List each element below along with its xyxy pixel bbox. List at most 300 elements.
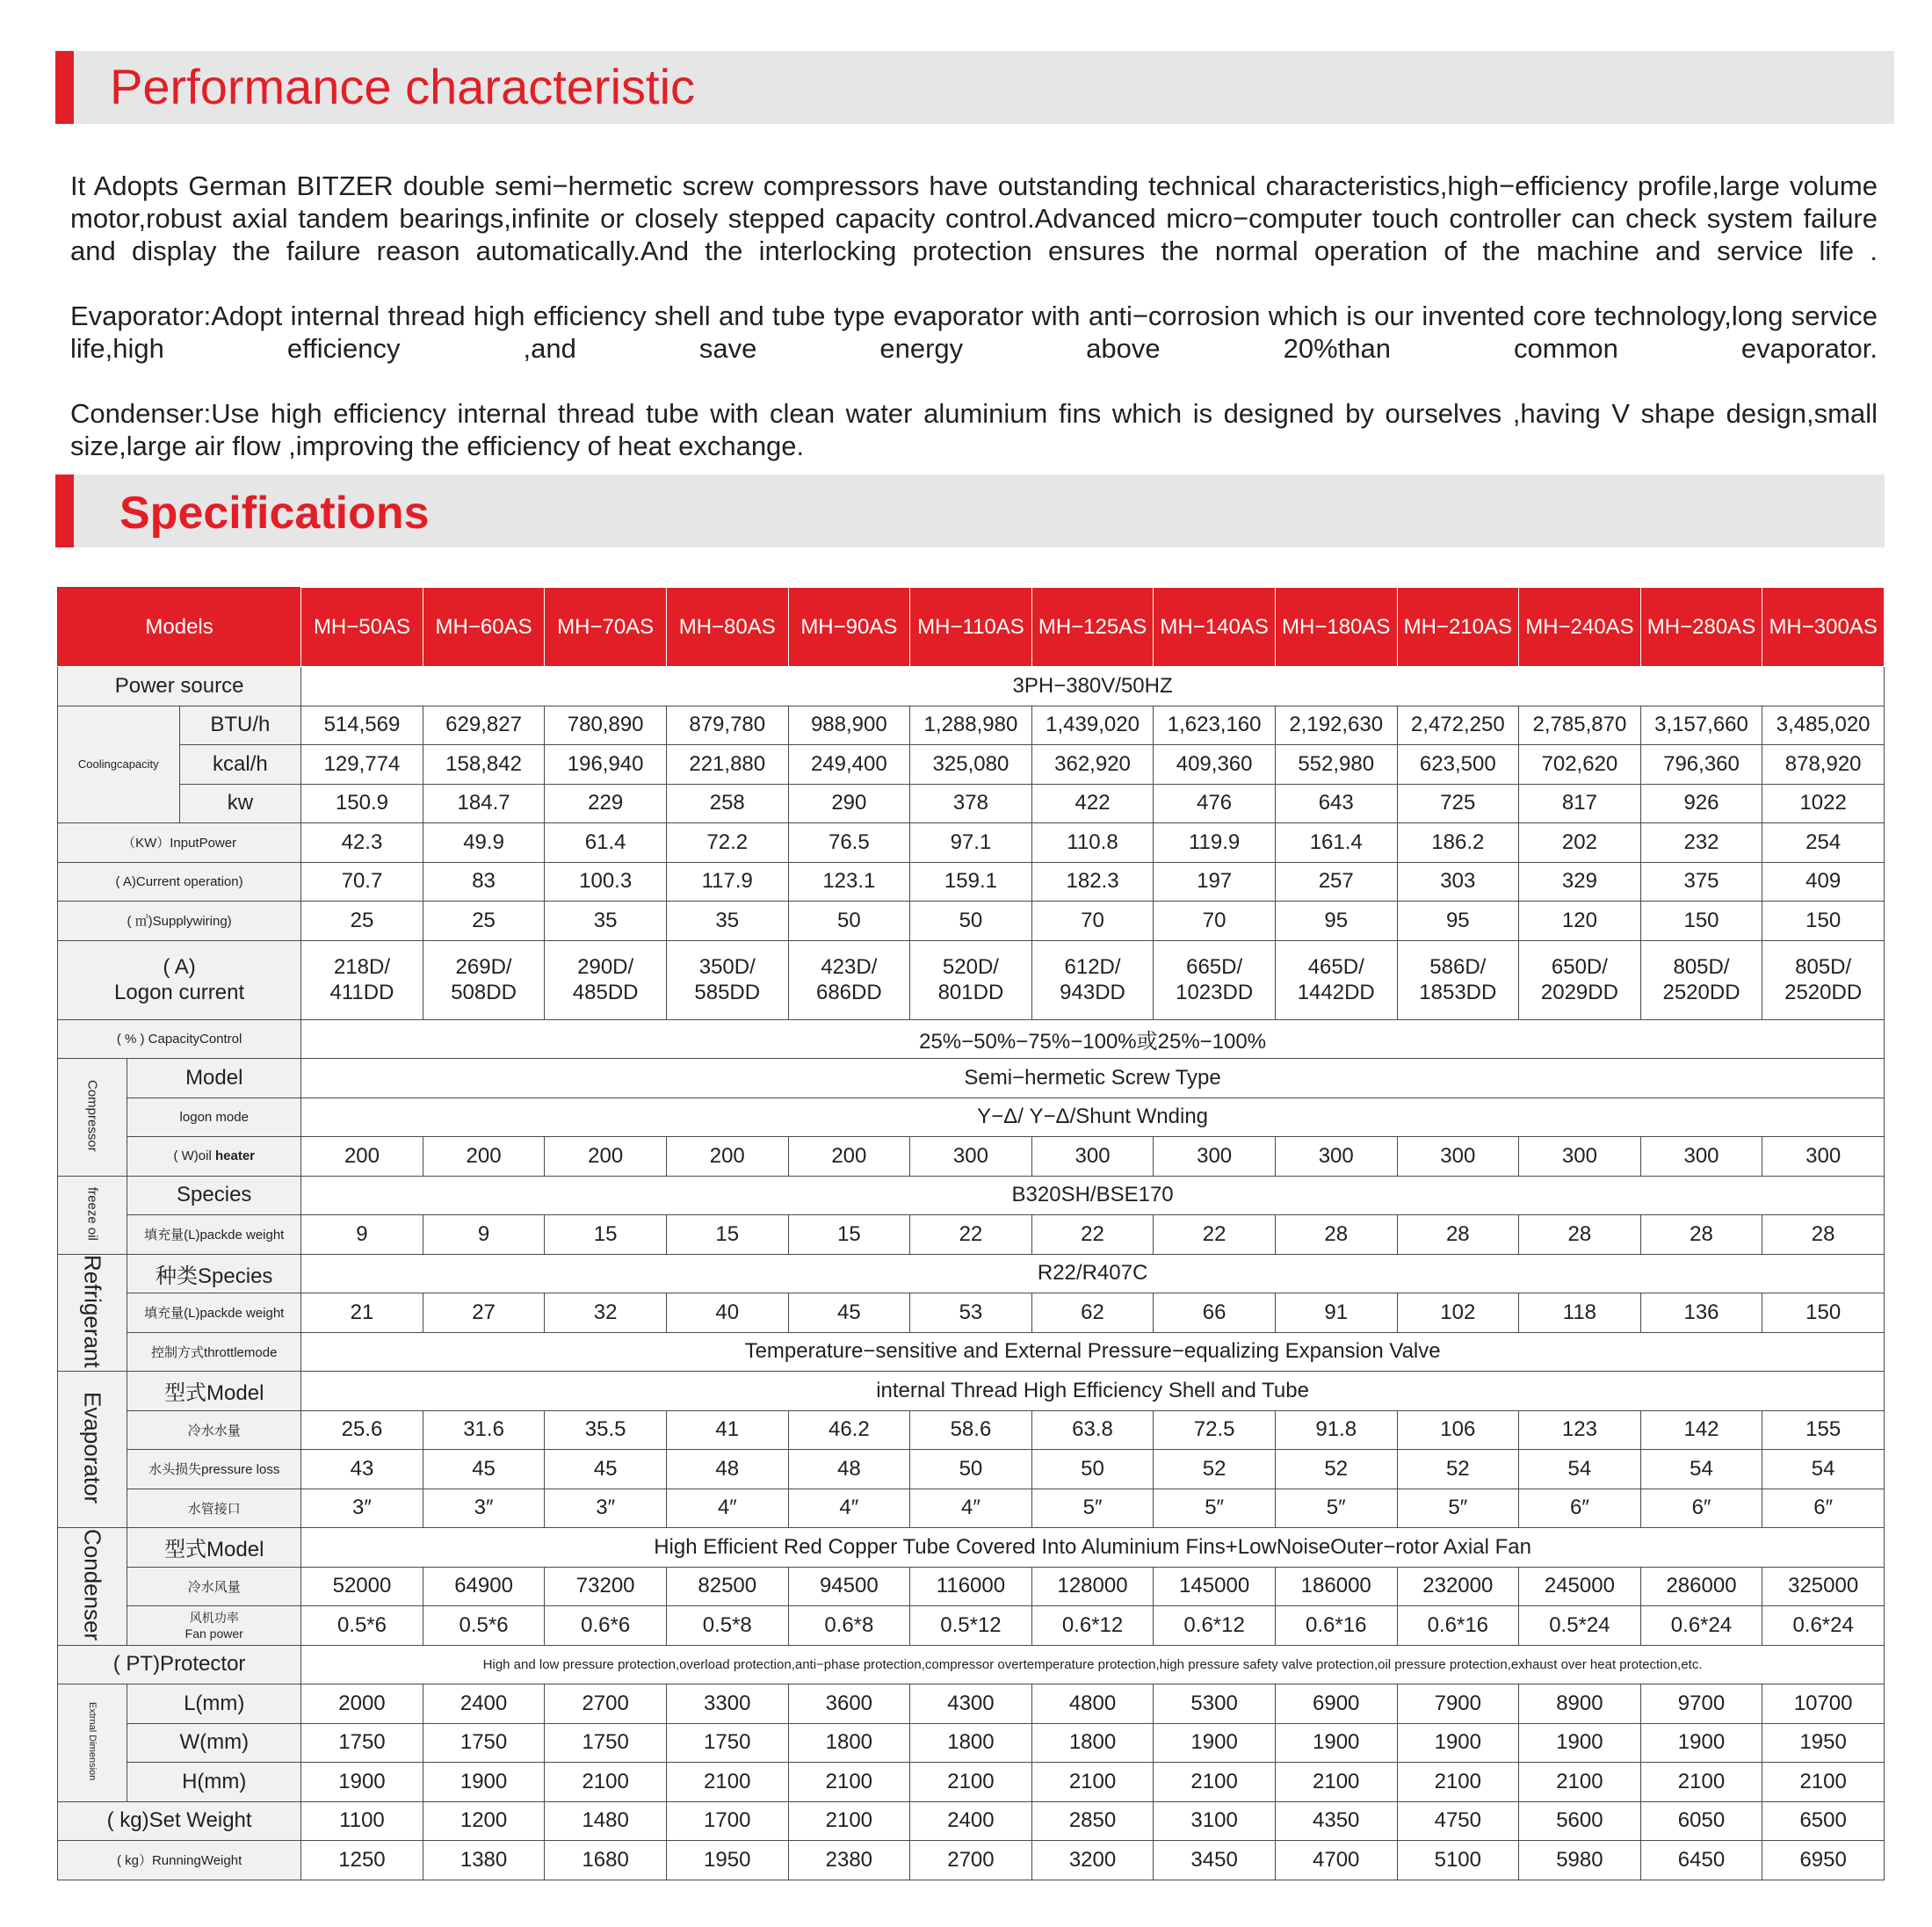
value-cell: 4″	[666, 1489, 788, 1528]
value-cell: 197	[1154, 862, 1276, 902]
value-cell: 780,890	[545, 706, 667, 745]
value-cell: 155	[1762, 1410, 1885, 1450]
value-cell: 5100	[1397, 1841, 1519, 1880]
row-label: logon mode	[127, 1098, 301, 1137]
value-cell: 325000	[1762, 1567, 1885, 1606]
value-cell: 2100	[666, 1763, 788, 1802]
value-cell: 1900	[1397, 1723, 1519, 1763]
value-cell: 52000	[301, 1567, 423, 1606]
value-cell: 2700	[910, 1841, 1032, 1880]
value-cell: 0.5*24	[1519, 1606, 1641, 1646]
value-cell: 229	[545, 784, 667, 823]
value-cell: 3300	[666, 1684, 788, 1724]
dimension-l-row	[58, 1684, 1885, 1724]
value-cell: 0.5*12	[910, 1606, 1032, 1646]
value-cell: 249,400	[788, 745, 910, 785]
value-cell: 54	[1762, 1450, 1885, 1489]
value-cell: 1,439,020	[1031, 706, 1154, 745]
value-cell: 123.1	[788, 862, 910, 902]
value-cell: 1900	[1640, 1723, 1762, 1763]
value-cell: 15	[545, 1215, 667, 1255]
value-cell: 200	[423, 1137, 545, 1177]
capacity-control-row	[58, 1019, 1885, 1059]
value-cell: 1800	[788, 1723, 910, 1763]
logon-current-label: Logon current	[114, 981, 245, 1004]
row-label: 种类Species	[127, 1254, 301, 1293]
value-cell: 586D/ 1853DD	[1397, 940, 1519, 1019]
value-cell: 643	[1275, 784, 1397, 823]
value-cell: 186000	[1275, 1567, 1397, 1606]
value-cell: 6900	[1275, 1684, 1397, 1724]
value-cell: 35	[545, 902, 667, 941]
value-cell: 10700	[1762, 1684, 1885, 1724]
logon-current-row	[58, 940, 1885, 1019]
value-cell: 58.6	[910, 1410, 1032, 1450]
refrigerant-species-value: R22/R407C	[301, 1254, 1885, 1293]
value-cell: 1750	[301, 1723, 423, 1763]
value-cell: 6450	[1640, 1841, 1762, 1880]
value-cell: 221,880	[666, 745, 788, 785]
row-label: ( ㎡)Supplywiring)	[58, 902, 301, 941]
value-cell: 423D/ 686DD	[788, 940, 910, 1019]
intro-paragraph-evaporator: Evaporator:Adopt internal thread high efficiency shell and tube type evaporator with anti−corrosion which is our invented core technology,long service life,high efficiency ,and save energy above 20%than common evaporator.	[70, 301, 1878, 364]
value-cell: 232000	[1397, 1567, 1519, 1606]
value-cell: 117.9	[666, 862, 788, 902]
value-cell: 91	[1275, 1293, 1397, 1333]
value-cell: 1100	[301, 1801, 423, 1841]
value-cell: 150.9	[301, 784, 423, 823]
value-cell: 52	[1397, 1450, 1519, 1489]
performance-title: Performance characteristic	[110, 59, 696, 114]
model-header: MH−80AS	[666, 588, 788, 667]
value-cell: 3100	[1154, 1801, 1276, 1841]
value-cell: 1950	[666, 1841, 788, 1880]
value-cell: 0.6*12	[1154, 1606, 1276, 1646]
value-cell: 2,192,630	[1275, 706, 1397, 745]
refrigerant-charge-row	[58, 1293, 1885, 1333]
value-cell: 0.6*24	[1640, 1606, 1762, 1646]
value-cell: 1380	[423, 1841, 545, 1880]
value-cell: 409,360	[1154, 745, 1276, 785]
value-cell: 629,827	[423, 706, 545, 745]
value-cell: 2380	[788, 1841, 910, 1880]
value-cell: 72.5	[1154, 1410, 1276, 1450]
compressor-logon-mode-row	[58, 1098, 1885, 1137]
value-cell: 48	[788, 1450, 910, 1489]
value-cell: 196,940	[545, 745, 667, 785]
value-cell: 100.3	[545, 862, 667, 902]
value-cell: 200	[666, 1137, 788, 1177]
row-label: Power source	[58, 667, 301, 706]
current-operation-row	[58, 862, 1885, 902]
value-cell: 303	[1397, 862, 1519, 902]
value-cell: 375	[1640, 862, 1762, 902]
value-cell: 218D/ 411DD	[301, 940, 423, 1019]
value-cell: 254	[1762, 823, 1885, 863]
value-cell: 2100	[1519, 1763, 1641, 1802]
freeze-oil-group-label: freeze oil	[58, 1176, 127, 1254]
value-cell: 2100	[1275, 1763, 1397, 1802]
value-cell: 184.7	[423, 784, 545, 823]
logon-mode-value: Y−Δ/ Y−Δ/Shunt Wnding	[301, 1098, 1885, 1137]
value-cell: 123	[1519, 1410, 1641, 1450]
value-cell: 5″	[1154, 1489, 1276, 1528]
refrigerant-group-label: Refrigerant	[58, 1254, 127, 1372]
value-cell: 2000	[301, 1684, 423, 1724]
value-cell: 796,360	[1640, 745, 1762, 785]
value-cell: 46.2	[788, 1410, 910, 1450]
value-cell: 3200	[1031, 1841, 1154, 1880]
value-cell: 118	[1519, 1293, 1641, 1333]
value-cell: 186.2	[1397, 823, 1519, 863]
value-cell: 40	[666, 1293, 788, 1333]
value-cell: 97.1	[910, 823, 1032, 863]
row-label: Model	[127, 1059, 301, 1098]
value-cell: 4″	[788, 1489, 910, 1528]
value-cell: 161.4	[1275, 823, 1397, 863]
condenser-fan-power-row	[58, 1606, 1885, 1646]
compressor-model-row	[58, 1059, 1885, 1098]
value-cell: 514,569	[301, 706, 423, 745]
value-cell: 0.6*24	[1762, 1606, 1885, 1646]
value-cell: 25	[301, 902, 423, 941]
value-cell: 52	[1154, 1450, 1276, 1489]
protector-value: High and low pressure protection,overload protection,anti−phase protection,compressor overtemperature protection,high pressure safety valve protection,oil pressure protection,exhaust over heat protection,etc.	[301, 1645, 1885, 1684]
value-cell: 62	[1031, 1293, 1154, 1333]
value-cell: 3450	[1154, 1841, 1276, 1880]
value-cell: 0.6*16	[1397, 1606, 1519, 1646]
compressor-model-value: Semi−hermetic Screw Type	[301, 1059, 1885, 1098]
value-cell: 1022	[1762, 784, 1885, 823]
specifications-table	[57, 587, 1885, 1880]
value-cell: 422	[1031, 784, 1154, 823]
model-header: MH−210AS	[1397, 588, 1519, 667]
value-cell: 63.8	[1031, 1410, 1154, 1450]
value-cell: 2100	[788, 1763, 910, 1802]
compressor-group-label: Compressor	[58, 1059, 127, 1177]
value-cell: 8900	[1519, 1684, 1641, 1724]
row-label: 填充量(L)packde weight	[127, 1215, 301, 1255]
value-cell: 4300	[910, 1684, 1032, 1724]
value-cell: 300	[1031, 1137, 1154, 1177]
value-cell: 269D/ 508DD	[423, 940, 545, 1019]
value-cell: 9	[423, 1215, 545, 1255]
model-header: MH−140AS	[1154, 588, 1276, 667]
value-cell: 150	[1762, 1293, 1885, 1333]
set-weight-row	[58, 1801, 1885, 1841]
evaporator-pressure-loss-row	[58, 1450, 1885, 1489]
value-cell: 41	[666, 1410, 788, 1450]
value-cell: 54	[1640, 1450, 1762, 1489]
freeze-oil-species-row	[58, 1176, 1885, 1215]
value-cell: 409	[1762, 862, 1885, 902]
evaporator-water-flow-row	[58, 1410, 1885, 1450]
value-cell: 1800	[910, 1723, 1032, 1763]
value-cell: 106	[1397, 1410, 1519, 1450]
value-cell: 50	[1031, 1450, 1154, 1489]
value-cell: 1200	[423, 1801, 545, 1841]
condenser-group-label: Condenser	[58, 1528, 127, 1646]
value-cell: 1900	[1275, 1723, 1397, 1763]
value-cell: 200	[545, 1137, 667, 1177]
value-cell: 520D/ 801DD	[910, 940, 1032, 1019]
row-label	[58, 940, 301, 1019]
value-cell: 6500	[1762, 1801, 1885, 1841]
row-label: 型式Model	[127, 1372, 301, 1411]
value-cell: 300	[1275, 1137, 1397, 1177]
value-cell: 2100	[788, 1801, 910, 1841]
value-cell: 300	[1397, 1137, 1519, 1177]
value-cell: 50	[910, 1450, 1032, 1489]
model-header: MH−70AS	[545, 588, 667, 667]
value-cell: 22	[1154, 1215, 1276, 1255]
value-cell: 1,623,160	[1154, 706, 1276, 745]
value-cell: 1750	[666, 1723, 788, 1763]
value-cell: 1950	[1762, 1723, 1885, 1763]
value-cell: 25.6	[301, 1410, 423, 1450]
value-cell: 9700	[1640, 1684, 1762, 1724]
value-cell: 6950	[1762, 1841, 1885, 1880]
value-cell: 257	[1275, 862, 1397, 902]
power-source-value: 3PH−380V/50HZ	[301, 667, 1885, 706]
row-label: 控制方式throttlemode	[127, 1332, 301, 1372]
value-cell: 9	[301, 1215, 423, 1255]
value-cell: 1700	[666, 1801, 788, 1841]
value-cell: 702,620	[1519, 745, 1641, 785]
value-cell: 45	[788, 1293, 910, 1333]
value-cell: 1800	[1031, 1723, 1154, 1763]
value-cell: 4700	[1275, 1841, 1397, 1880]
cooling-capacity-group-label: Coolingcapacity	[58, 706, 180, 823]
value-cell: 5″	[1397, 1489, 1519, 1528]
value-cell: 28	[1762, 1215, 1885, 1255]
value-cell: 45	[423, 1450, 545, 1489]
value-cell: 2400	[910, 1801, 1032, 1841]
value-cell: 70	[1154, 902, 1276, 941]
model-header: MH−180AS	[1275, 588, 1397, 667]
value-cell: 0.6*12	[1031, 1606, 1154, 1646]
value-cell: 725	[1397, 784, 1519, 823]
value-cell: 4″	[910, 1489, 1032, 1528]
value-cell: 3″	[423, 1489, 545, 1528]
value-cell: 878,920	[1762, 745, 1885, 785]
value-cell: 2400	[423, 1684, 545, 1724]
value-cell: 50	[788, 902, 910, 941]
value-cell: 0.6*8	[788, 1606, 910, 1646]
value-cell: 300	[1762, 1137, 1885, 1177]
value-cell: 650D/ 2029DD	[1519, 940, 1641, 1019]
value-cell: 300	[1154, 1137, 1276, 1177]
value-cell: 15	[788, 1215, 910, 1255]
value-cell: 52	[1275, 1450, 1397, 1489]
value-cell: 3″	[301, 1489, 423, 1528]
value-cell: 202	[1519, 823, 1641, 863]
value-cell: 31.6	[423, 1410, 545, 1450]
value-cell: 0.6*6	[545, 1606, 667, 1646]
value-cell: 7900	[1397, 1684, 1519, 1724]
cooling-kcal-row	[58, 745, 1885, 785]
value-cell: 245000	[1519, 1567, 1641, 1606]
value-cell: 378	[910, 784, 1032, 823]
row-label: 填充量(L)packde weight	[127, 1293, 301, 1333]
value-cell: 5″	[1275, 1489, 1397, 1528]
value-cell: 72.2	[666, 823, 788, 863]
power-source-row	[58, 667, 1885, 706]
value-cell: 5300	[1154, 1684, 1276, 1724]
value-cell: 2100	[1154, 1763, 1276, 1802]
value-cell: 5600	[1519, 1801, 1641, 1841]
value-cell: 300	[1640, 1137, 1762, 1177]
value-cell: 2100	[545, 1763, 667, 1802]
value-cell: 21	[301, 1293, 423, 1333]
value-cell: 110.8	[1031, 823, 1154, 863]
value-cell: 150	[1762, 902, 1885, 941]
value-cell: 2850	[1031, 1801, 1154, 1841]
value-cell: 182.3	[1031, 862, 1154, 902]
value-cell: 1900	[1519, 1723, 1641, 1763]
value-cell: 95	[1397, 902, 1519, 941]
value-cell: 6″	[1640, 1489, 1762, 1528]
input-power-row	[58, 823, 1885, 863]
value-cell: 45	[545, 1450, 667, 1489]
value-cell: 1750	[545, 1723, 667, 1763]
row-label: ( A)Current operation)	[58, 862, 301, 902]
value-cell: 817	[1519, 784, 1641, 823]
row-label: L(mm)	[127, 1684, 301, 1724]
value-cell: 4750	[1397, 1801, 1519, 1841]
evaporator-group-label: Evaporator	[58, 1372, 127, 1528]
capacity-control-value: 25%−50%−75%−100%或25%−100%	[301, 1019, 1885, 1059]
value-cell: 879,780	[666, 706, 788, 745]
value-cell: 2100	[910, 1763, 1032, 1802]
model-header: MH−240AS	[1519, 588, 1641, 667]
value-cell: 43	[301, 1450, 423, 1489]
condenser-model-value: High Efficient Red Copper Tube Covered Into Aluminium Fins+LowNoiseOuter−rotor Axial Fan	[301, 1528, 1885, 1568]
row-label: 冷水风量	[127, 1567, 301, 1606]
value-cell: 70.7	[301, 862, 423, 902]
value-cell: 1900	[423, 1763, 545, 1802]
value-cell: 66	[1154, 1293, 1276, 1333]
value-cell: 35.5	[545, 1410, 667, 1450]
value-cell: 926	[1640, 784, 1762, 823]
condenser-air-flow-row	[58, 1567, 1885, 1606]
value-cell: 1250	[301, 1841, 423, 1880]
row-label: 水管接口	[127, 1489, 301, 1528]
value-cell: 6″	[1519, 1489, 1641, 1528]
value-cell: 32	[545, 1293, 667, 1333]
value-cell: 102	[1397, 1293, 1519, 1333]
value-cell: 159.1	[910, 862, 1032, 902]
value-cell: 329	[1519, 862, 1641, 902]
row-label: kcal/h	[179, 745, 301, 785]
value-cell: 665D/ 1023DD	[1154, 940, 1276, 1019]
value-cell: 27	[423, 1293, 545, 1333]
specifications-section-header	[55, 475, 1885, 547]
value-cell: 120	[1519, 902, 1641, 941]
value-cell: 805D/ 2520DD	[1762, 940, 1885, 1019]
value-cell: 142	[1640, 1410, 1762, 1450]
value-cell: 1900	[1154, 1723, 1276, 1763]
value-cell: 2700	[545, 1684, 667, 1724]
value-cell: 0.5*6	[301, 1606, 423, 1646]
value-cell: 0.6*16	[1275, 1606, 1397, 1646]
value-cell: 1900	[301, 1763, 423, 1802]
value-cell: 28	[1640, 1215, 1762, 1255]
cooling-btu-row	[58, 706, 1885, 745]
condenser-model-row	[58, 1528, 1885, 1568]
value-cell: 552,980	[1275, 745, 1397, 785]
value-cell: 145000	[1154, 1567, 1276, 1606]
value-cell: 5980	[1519, 1841, 1641, 1880]
value-cell: 362,920	[1031, 745, 1154, 785]
value-cell: 300	[1519, 1137, 1641, 1177]
value-cell: 73200	[545, 1567, 667, 1606]
value-cell: 2100	[1031, 1763, 1154, 1802]
value-cell: 612D/ 943DD	[1031, 940, 1154, 1019]
running-weight-row	[58, 1841, 1885, 1880]
refrigerant-species-row	[58, 1254, 1885, 1293]
dimension-h-row	[58, 1763, 1885, 1802]
value-cell: 48	[666, 1450, 788, 1489]
intro-paragraph-compressor: It Adopts German BITZER double semi−hermetic screw compressors have outstanding technical characteristics,high−efficiency profile,large volume motor,robust axial tandem bearings,infinite or closely stepped capacity control.Advanced micro−computer touch controller can check system failure and display the failure reason automatically.And the interlocking protection ensures the normal operation of the machine and service life .	[70, 170, 1878, 266]
value-cell: 3,485,020	[1762, 706, 1885, 745]
value-cell: 128000	[1031, 1567, 1154, 1606]
section-accent-bar	[55, 475, 74, 547]
evaporator-pipe-row	[58, 1489, 1885, 1528]
throttle-mode-value: Temperature−sensitive and External Pressure−equalizing Expansion Valve	[301, 1332, 1885, 1372]
value-cell: 2100	[1397, 1763, 1519, 1802]
dimension-w-row	[58, 1723, 1885, 1763]
value-cell: 1,288,980	[910, 706, 1032, 745]
supply-wiring-row	[58, 902, 1885, 941]
value-cell: 2100	[1762, 1763, 1885, 1802]
value-cell: 35	[666, 902, 788, 941]
row-label: ( kg）RunningWeight	[58, 1841, 301, 1880]
cooling-kw-row	[58, 784, 1885, 823]
value-cell: 22	[1031, 1215, 1154, 1255]
value-cell: 2,472,250	[1397, 706, 1519, 745]
value-cell: 6″	[1762, 1489, 1885, 1528]
value-cell: 3600	[788, 1684, 910, 1724]
row-label: 风机功率 Fan power	[127, 1606, 301, 1646]
value-cell: 25	[423, 902, 545, 941]
value-cell: 91.8	[1275, 1410, 1397, 1450]
row-label: ( % ) CapacityControl	[58, 1019, 301, 1059]
value-cell: 54	[1519, 1450, 1641, 1489]
value-cell: 465D/ 1442DD	[1275, 940, 1397, 1019]
row-label: 型式Model	[127, 1528, 301, 1568]
value-cell: 2,785,870	[1519, 706, 1641, 745]
model-header: MH−60AS	[423, 588, 545, 667]
value-cell: 61.4	[545, 823, 667, 863]
model-header: MH−50AS	[301, 588, 423, 667]
dimension-group-label: Extrnal Dimension	[58, 1684, 127, 1802]
row-label: 水头损失pressure loss	[127, 1450, 301, 1489]
value-cell: 1480	[545, 1801, 667, 1841]
model-header: MH−90AS	[788, 588, 910, 667]
value-cell: 0.5*8	[666, 1606, 788, 1646]
value-cell: 1750	[423, 1723, 545, 1763]
value-cell: 4800	[1031, 1684, 1154, 1724]
value-cell: 623,500	[1397, 745, 1519, 785]
intro-text	[70, 170, 1878, 462]
value-cell: 2100	[1640, 1763, 1762, 1802]
value-cell: 116000	[910, 1567, 1032, 1606]
value-cell: 83	[423, 862, 545, 902]
intro-paragraph-condenser: Condenser:Use high efficiency internal thread tube with clean water aluminium fins which is designed by ourselves ,having V shape design,small size,large air flow ,improving the efficiency of heat exchange.	[70, 398, 1878, 461]
value-cell: 4350	[1275, 1801, 1397, 1841]
value-cell: 76.5	[788, 823, 910, 863]
